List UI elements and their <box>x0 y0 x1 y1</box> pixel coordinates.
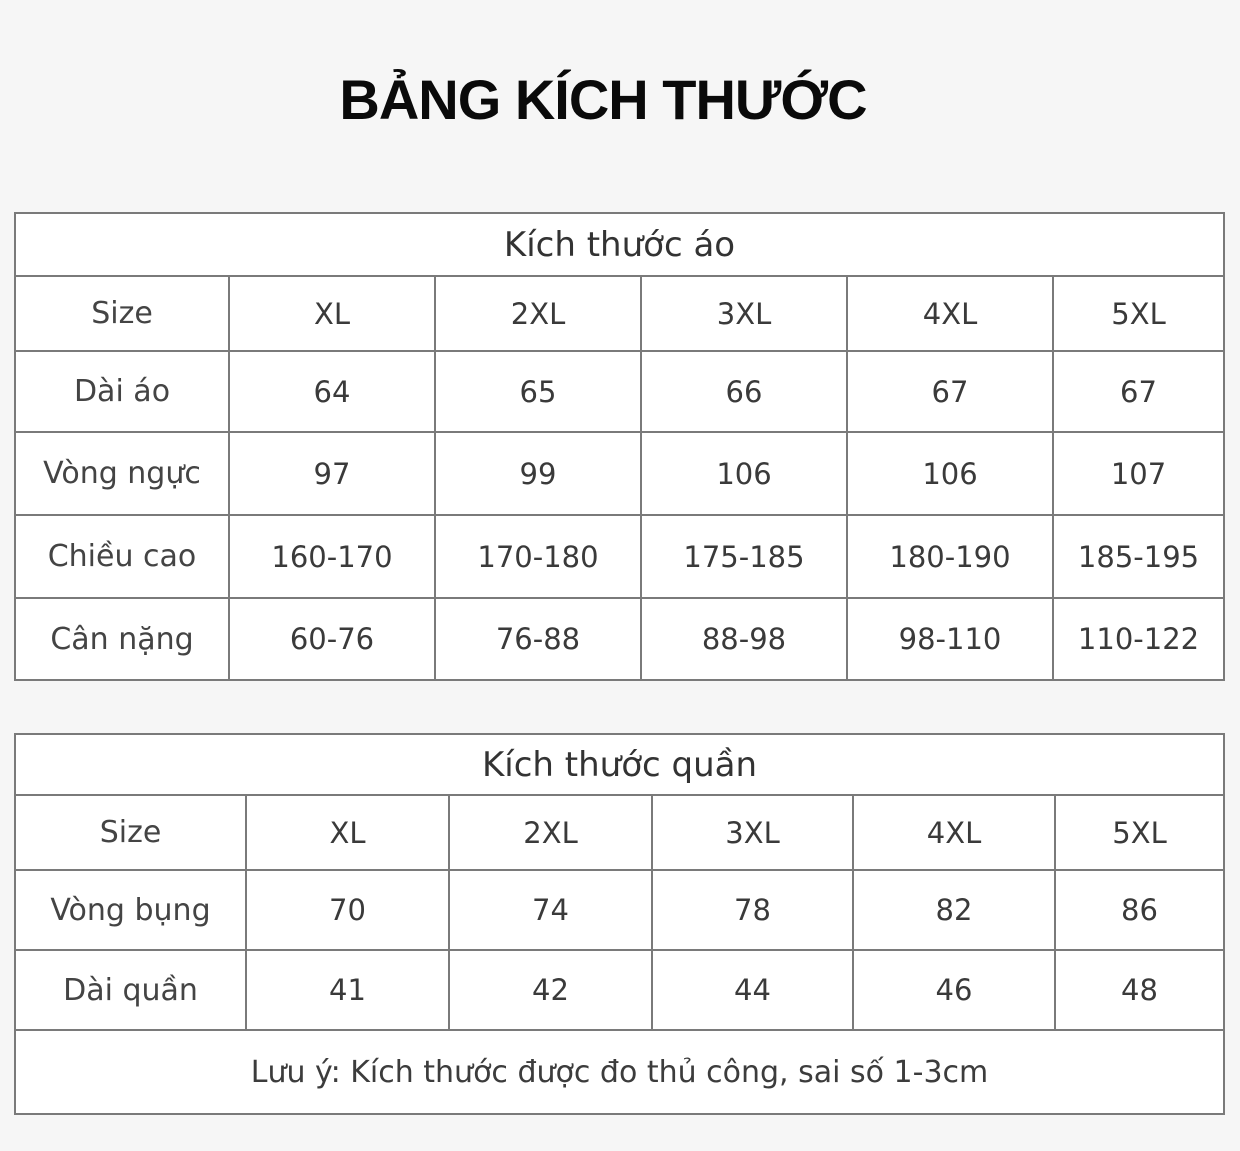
shirt-size-header-row <box>15 276 1224 351</box>
table-cell: 42 <box>449 950 652 1030</box>
shirt-size-3xl: 3XL <box>641 276 847 351</box>
row-label: Vòng bụng <box>15 870 246 950</box>
table-cell: 74 <box>449 870 652 950</box>
table-cell: 86 <box>1055 870 1224 950</box>
table-cell: 180-190 <box>847 515 1053 598</box>
table-cell: 107 <box>1053 432 1224 515</box>
pants-table-caption: Kích thước quần <box>15 734 1224 795</box>
table-cell: 46 <box>853 950 1055 1030</box>
shirt-size-2xl: 2XL <box>435 276 641 351</box>
table-cell: 98-110 <box>847 598 1053 680</box>
pants-size-table <box>14 733 1225 1115</box>
table-cell: 170-180 <box>435 515 641 598</box>
shirt-size-5xl: 5XL <box>1053 276 1224 351</box>
table-cell: 88-98 <box>641 598 847 680</box>
pants-size-2xl: 2XL <box>449 795 652 870</box>
table-cell: 82 <box>853 870 1055 950</box>
table-cell: 41 <box>246 950 449 1030</box>
table-cell: 76-88 <box>435 598 641 680</box>
table-cell: 175-185 <box>641 515 847 598</box>
pants-row-length <box>15 950 1224 1030</box>
table-cell: 67 <box>847 351 1053 432</box>
table-cell: 99 <box>435 432 641 515</box>
pants-size-header-label: Size <box>15 795 246 870</box>
pants-size-5xl: 5XL <box>1055 795 1224 870</box>
pants-size-4xl: 4XL <box>853 795 1055 870</box>
table-cell: 106 <box>847 432 1053 515</box>
pants-row-waist <box>15 870 1224 950</box>
table-cell: 70 <box>246 870 449 950</box>
pants-caption-row <box>15 734 1224 795</box>
table-cell: 78 <box>652 870 853 950</box>
shirt-row-length <box>15 351 1224 432</box>
table-cell: 185-195 <box>1053 515 1224 598</box>
table-cell: 160-170 <box>229 515 435 598</box>
table-cell: 44 <box>652 950 853 1030</box>
row-label: Dài áo <box>15 351 229 432</box>
shirt-row-chest <box>15 432 1224 515</box>
shirt-row-height <box>15 515 1224 598</box>
shirt-table-caption: Kích thước áo <box>15 213 1224 276</box>
table-cell: 97 <box>229 432 435 515</box>
pants-size-3xl: 3XL <box>652 795 853 870</box>
shirt-size-xl: XL <box>229 276 435 351</box>
pants-note-row <box>15 1030 1224 1114</box>
shirt-caption-row <box>15 213 1224 276</box>
shirt-size-table <box>14 212 1225 681</box>
table-cell: 66 <box>641 351 847 432</box>
table-cell: 60-76 <box>229 598 435 680</box>
shirt-size-header-label: Size <box>15 276 229 351</box>
row-label: Cân nặng <box>15 598 229 680</box>
table-cell: 65 <box>435 351 641 432</box>
pants-size-header-row <box>15 795 1224 870</box>
page-title: BẢNG KÍCH THƯỚC <box>339 68 867 131</box>
shirt-size-4xl: 4XL <box>847 276 1053 351</box>
row-label: Dài quần <box>15 950 246 1030</box>
table-cell: 110-122 <box>1053 598 1224 680</box>
pants-size-xl: XL <box>246 795 449 870</box>
row-label: Vòng ngực <box>15 432 229 515</box>
shirt-row-weight <box>15 598 1224 680</box>
table-cell: 106 <box>641 432 847 515</box>
table-cell: 48 <box>1055 950 1224 1030</box>
table-cell: 67 <box>1053 351 1224 432</box>
measurement-note: Lưu ý: Kích thước được đo thủ công, sai số 1-3cm <box>15 1030 1224 1114</box>
table-cell: 64 <box>229 351 435 432</box>
row-label: Chiều cao <box>15 515 229 598</box>
